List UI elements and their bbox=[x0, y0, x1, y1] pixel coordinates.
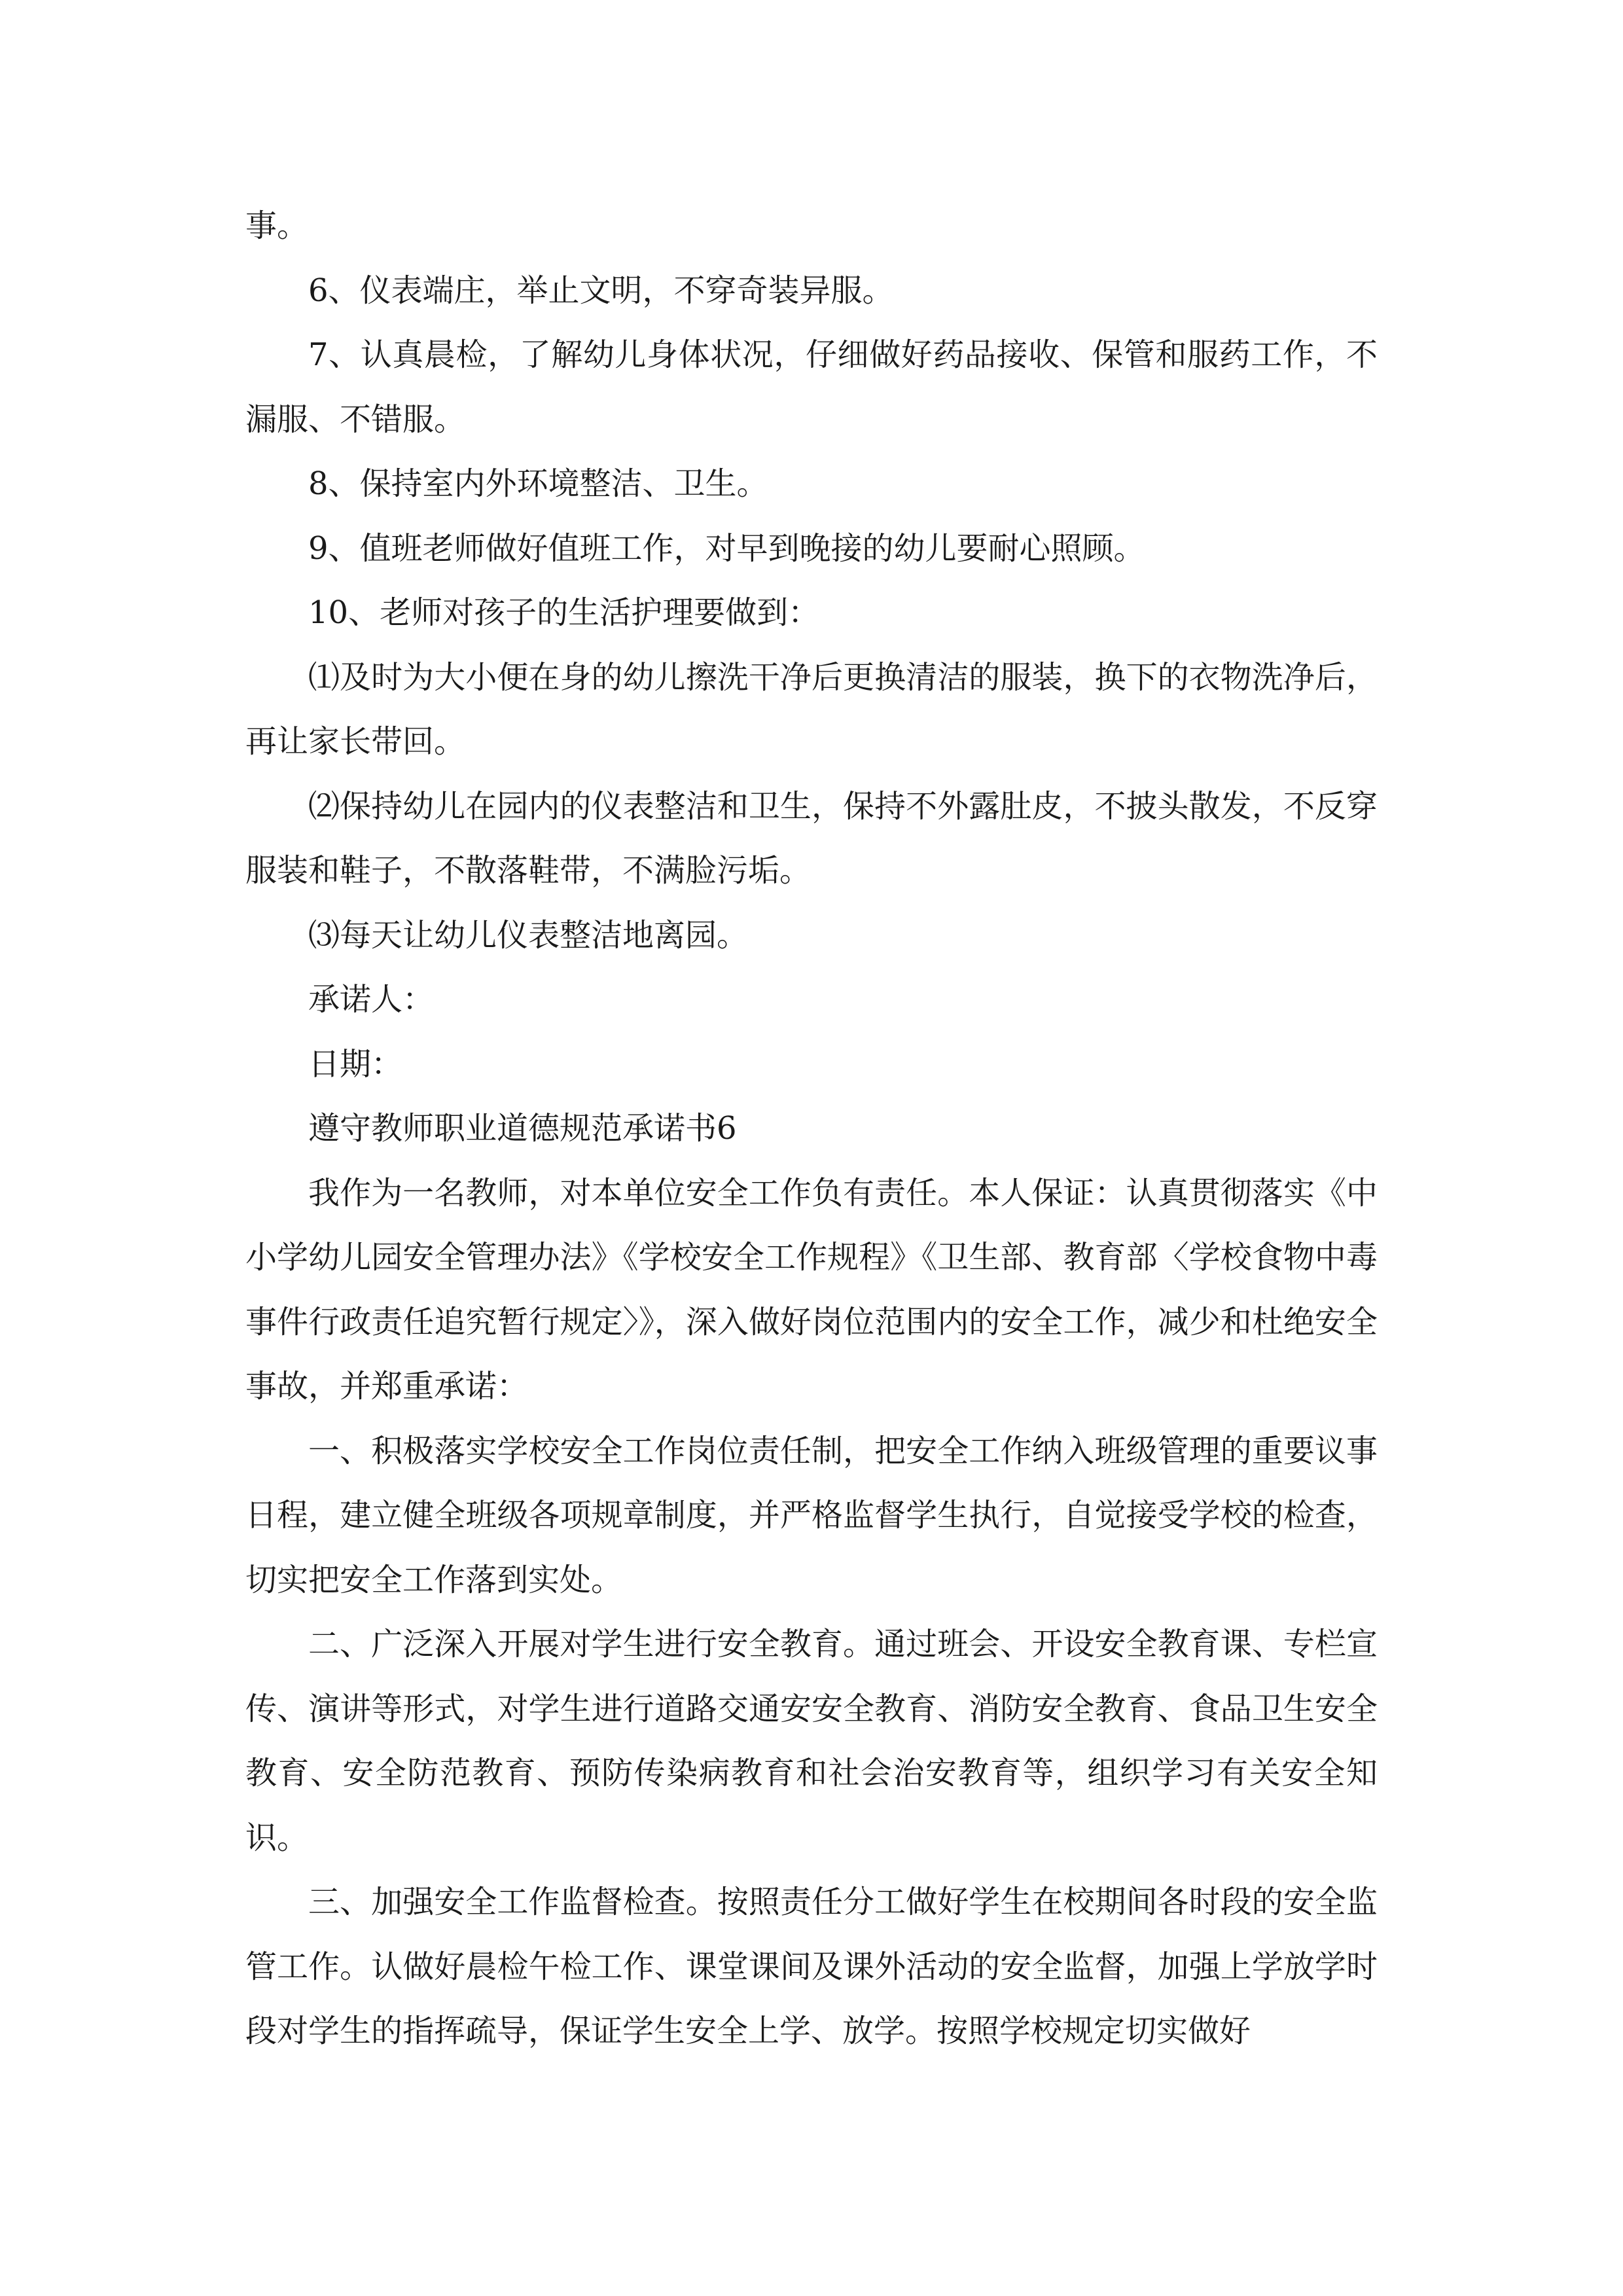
paragraph-commitment-1: 一、积极落实学校安全工作岗位责任制，把安全工作纳入班级管理的重要议事日程，建立健全班级各项规章制度，并严格监督学生执行，自觉接受学校的检查，切实把安全工作落到实处。 bbox=[245, 1432, 1378, 1598]
document-body bbox=[245, 194, 1378, 2064]
paragraph-item-10: 10、老师对孩子的生活护理要做到： bbox=[308, 594, 820, 631]
paragraph-subitem-3: ⑶每天让幼儿仪表整洁地离园。 bbox=[308, 916, 749, 954]
paragraph-commitment-3: 三、加强安全工作监督检查。按照责任分工做好学生在校期间各时段的安全监管工作。认做好晨检午检工作、课堂课间及课外活动的安全监督，加强上学放学时段对学生的指挥疏导，保证学生安全上学、放学。按照学校规定切实做好 bbox=[245, 1884, 1378, 2049]
paragraph-item-9: 9、值班老师做好值班工作，对早到晚接的幼儿要耐心照顾。 bbox=[308, 529, 1145, 567]
date-label: 日期： bbox=[308, 1045, 403, 1083]
paragraph-intro: 我作为一名教师，对本单位安全工作负有责任。本人保证：认真贯彻落实《中小学幼儿园安全管理办法》《学校安全工作规程》《卫生部、教育部〈学校食物中毒事件行政责任追究暂行规定〉》，深入做好岗位范围内的安全工作，减少和杜绝安全事故，并郑重承诺： bbox=[245, 1174, 1378, 1405]
paragraph-continuation: 事。 bbox=[245, 207, 309, 244]
paragraph-subitem-2: ⑵保持幼儿在园内的仪表整洁和卫生，保持不外露肚皮，不披头散发，不反穿服装和鞋子，不散落鞋带，不满脸污垢。 bbox=[245, 787, 1378, 889]
signature-label: 承诺人： bbox=[308, 981, 435, 1018]
paragraph-item-7: 7、认真晨检，了解幼儿身体状况，仔细做好药品接收、保管和服药工作，不漏服、不错服。 bbox=[245, 336, 1378, 438]
section-title: 遵守教师职业道德规范承诺书6 bbox=[308, 1110, 737, 1147]
paragraph-subitem-1: ⑴及时为大小便在身的幼儿擦洗干净后更换清洁的服装，换下的衣物洗净后，再让家长带回。 bbox=[245, 658, 1378, 760]
paragraph-item-8: 8、保持室内外环境整洁、卫生。 bbox=[308, 465, 768, 502]
paragraph-commitment-2: 二、广泛深入开展对学生进行安全教育。通过班会、开设安全教育课、专栏宣传、演讲等形式，对学生进行道路交通安安全教育、消防安全教育、食品卫生安全教育、安全防范教育、预防传染病教育和社会治安教育等，组织学习有关安全知识。 bbox=[245, 1626, 1378, 1856]
paragraph-item-6: 6、仪表端庄，举止文明，不穿奇装异服。 bbox=[308, 272, 894, 309]
